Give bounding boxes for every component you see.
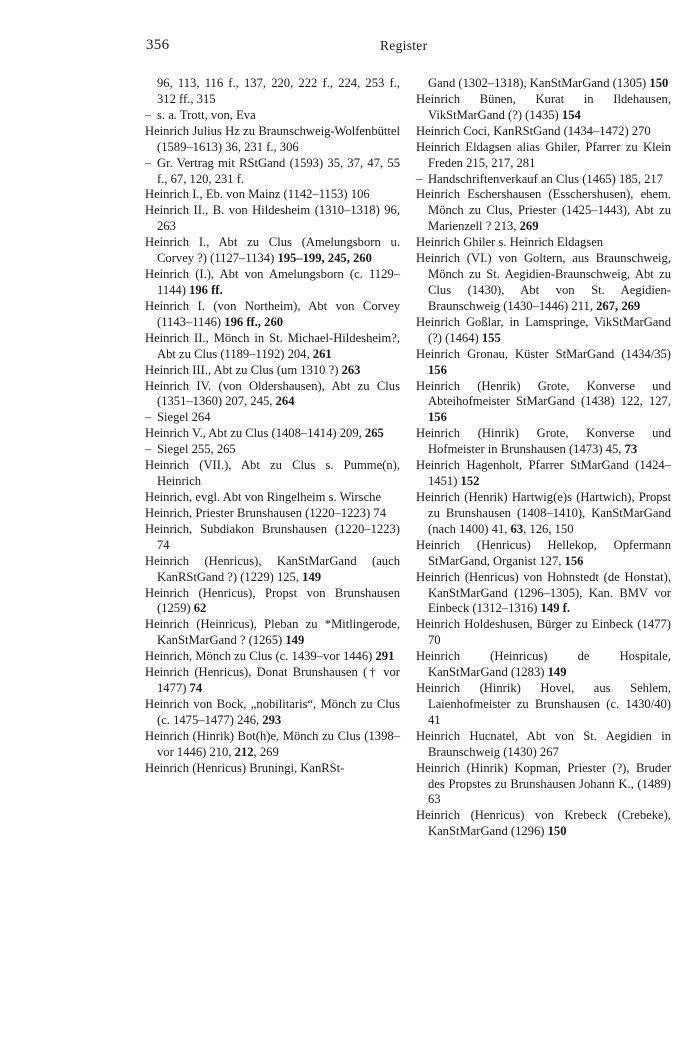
subentry-dash: –	[416, 171, 423, 186]
entry-text: Heinrich (Henricus) Hellekop, Opfermann StMarGand, Organist 127,	[416, 537, 671, 568]
index-entry	[416, 315, 671, 347]
entry-main-reference: 212	[234, 744, 254, 759]
entry-text: Gr. Vertrag mit RStGand (1593) 35, 37, 47, 55 f., 67, 120, 231 f.	[157, 155, 400, 186]
index-entry	[416, 187, 671, 235]
index-entry	[416, 76, 671, 92]
page-number: 356	[146, 37, 170, 53]
entry-text: Heinrich, Priester Brunshausen (1220–1223) 74	[145, 505, 386, 520]
entry-main-reference: 149	[285, 633, 305, 648]
entry-main-reference: 63	[510, 521, 524, 536]
entry-main-reference: 196 ff.	[189, 282, 223, 297]
index-entry	[416, 617, 671, 649]
entry-main-reference: 155	[481, 330, 501, 345]
index-entry	[145, 76, 400, 108]
index-entry	[145, 554, 400, 586]
entry-text: Heinrich Coci, KanRStGand (1434–1472) 270	[416, 123, 651, 138]
subentry-dash: –	[145, 410, 152, 425]
entry-text: Heinrich (VI.) von Goltern, aus Braunschweig, Mönch zu St. Aegidien-Braunschweig, Abt zu Clus (1430), Abt von St. Aegidien-Braunschweig (1430–1446) 211,	[416, 251, 671, 313]
entry-text: Heinrich (Henricus) Bruningi, KanRSt-	[145, 760, 345, 775]
entry-text: Heinrich III., Abt zu Clus (um 1310 ?)	[145, 362, 342, 377]
entry-text: Handschriftenverkauf an Clus (1465) 185, 217	[428, 171, 664, 186]
entry-main-reference: 156	[428, 362, 447, 377]
entry-text: Heinrich (Heinricus), Pleban zu *Mitlingerode, KanStMarGand ? (1265)	[145, 617, 400, 648]
entry-text: 96, 113, 116 f., 137, 220, 222 f., 224, 253 f., 312 ff., 315	[157, 76, 400, 106]
entry-text: Heinrich Gronau, Küster StMarGand (1434/35)	[416, 346, 671, 361]
index-entry	[145, 617, 400, 649]
entry-text: Heinrich Holdeshusen, Bürger zu Einbeck (1477) 70	[416, 617, 671, 648]
subentry-dash: –	[145, 107, 152, 122]
entry-text: Heinrich, evgl. Abt von Ringelheim s. Wirsche	[145, 489, 382, 504]
entry-text: s. a. Trott, von, Eva	[157, 107, 256, 122]
index-entry	[145, 363, 400, 379]
entry-main-reference: 156	[428, 410, 447, 425]
index-subentry	[416, 172, 671, 188]
index-entry	[416, 761, 671, 809]
entry-text: Heinrich Ghiler s. Heinrich Eldagsen	[416, 235, 604, 250]
entry-text: Siegel 264	[157, 410, 211, 425]
entry-text: Heinrich (Hinrik) Hovel, aus Sehlem, Laienhofmeister zu Brunshausen (c. 1430/40) 41	[416, 681, 671, 727]
entry-text: Heinrich, Subdiakon Brunshausen (1220–1223) 74	[145, 521, 400, 552]
entry-text: Heinrich (Hinrik) Kopman, Priester (?), Bruder des Propstes zu Brunshausen Johann K., (1489) 63	[416, 760, 671, 807]
index-entry	[145, 649, 400, 665]
entry-text: Heinrich (Heinricus) de Hospitale, KanStMarGand (1283)	[416, 649, 671, 680]
index-entry	[145, 506, 400, 522]
entry-text: Heinrich Hucnatel, Abt von St. Aegidien in Braunschweig (1430) 267	[416, 728, 671, 759]
index-subentry	[145, 442, 400, 458]
index-entry	[145, 761, 400, 777]
index-entry	[416, 379, 671, 427]
index-subentry	[145, 410, 400, 426]
index-entry	[416, 235, 671, 251]
entry-main-reference: 261	[312, 346, 332, 361]
index-entry	[145, 426, 400, 442]
entry-text: Heinrich von Bock, „nobilitaris“, Mönch zu Clus (c. 1475–1477) 246,	[145, 696, 400, 727]
subentry-dash: –	[145, 155, 152, 170]
entry-text: Heinrich (Henricus), Donat Brunshausen († vor 1477)	[145, 665, 400, 696]
entry-main-reference: 154	[561, 107, 581, 122]
entry-text: Heinrich Hagenholt, Pfarrer StMarGand (1424–1451)	[416, 458, 671, 489]
index-entry	[416, 649, 671, 681]
entry-text: Siegel 255, 265	[157, 442, 236, 457]
entry-main-reference: 149	[302, 569, 322, 584]
entry-text: Heinrich (Hinrik) Bot(h)e, Mönch zu Clus (1398–vor 1446) 210,	[145, 728, 400, 759]
index-entry	[416, 729, 671, 761]
entry-text: Heinrich Bünen, Kurat in Ildehausen, VikStMarGand (?) (1435)	[416, 91, 671, 122]
running-head: Register	[380, 38, 428, 53]
entry-text: Heinrich (VII.), Abt zu Clus s. Pumme(n), Heinrich	[145, 458, 400, 489]
index-column-left	[145, 76, 400, 777]
index-entry	[145, 299, 400, 331]
entry-text: Heinrich Eldagsen alias Ghiler, Pfarrer zu Klein Freden 215, 217, 281	[416, 139, 671, 170]
index-entry	[145, 522, 400, 554]
index-entry	[416, 458, 671, 490]
index-entry	[416, 538, 671, 570]
index-entry	[145, 379, 400, 411]
entry-text: Heinrich II., Mönch in St. Michael-Hildesheim?, Abt zu Clus (1189–1192) 204,	[145, 330, 400, 361]
entry-main-reference: 149	[547, 665, 567, 680]
entry-main-reference: 293	[262, 712, 282, 727]
index-entry	[416, 570, 671, 618]
entry-main-reference: 264	[275, 394, 295, 409]
entry-text: Heinrich II., B. von Hildesheim (1310–1318) 96, 263	[145, 203, 400, 234]
entry-text: Heinrich (Henricus) von Krebeck (Crebeke), KanStMarGand (1296)	[416, 808, 671, 839]
entry-text: Heinrich Julius Hz zu Braunschweig-Wolfenbüttel (1589–1613) 36, 231 f., 306	[145, 123, 400, 154]
index-entry	[145, 235, 400, 267]
entry-text: Heinrich I. (von Northeim), Abt von Corvey (1143–1146)	[145, 298, 400, 329]
entry-text: Heinrich Eschershausen (Esschershusen), ehem. Mönch zu Clus, Priester (1425–1443), Abt zu Marienzell ? 213,	[416, 187, 671, 234]
index-entry	[416, 490, 671, 538]
index-entry	[145, 187, 400, 203]
entry-main-reference: 73	[624, 442, 638, 457]
entry-main-reference: 196 ff., 260	[224, 314, 284, 329]
index-entry	[145, 665, 400, 697]
subentry-dash: –	[145, 442, 152, 457]
index-entry	[416, 681, 671, 729]
index-entry	[145, 490, 400, 506]
entry-text: Heinrich Goßlar, in Lamspringe, VikStMarGand (?) (1464)	[416, 314, 671, 345]
entry-text: Heinrich I., Eb. von Mainz (1142–1153) 106	[145, 187, 370, 202]
index-entry	[145, 729, 400, 761]
entry-text: Heinrich (Henricus), KanStMarGand (auch KanRStGand ?) (1229) 125,	[145, 553, 400, 584]
entry-text: Heinrich (Hinrik) Grote, Konverse und Hofmeister in Brunshausen (1473) 45,	[416, 426, 671, 457]
entry-main-reference: 150	[649, 76, 669, 90]
entry-main-reference: 156	[564, 553, 584, 568]
index-entry	[145, 124, 400, 156]
entry-text: Gand (1302–1318), KanStMarGand (1305)	[428, 76, 650, 90]
entry-main-reference: 267, 269	[596, 298, 641, 313]
index-column-right	[416, 76, 671, 840]
entry-text: Heinrich I., Abt zu Clus (Amelungsborn u. Corvey ?) (1127–1134)	[145, 235, 400, 266]
index-subentry	[145, 156, 400, 188]
index-subentry	[145, 108, 400, 124]
entry-tail: , 269	[253, 744, 279, 759]
index-entry	[416, 124, 671, 140]
index-entry	[145, 586, 400, 618]
entry-main-reference: 62	[193, 601, 207, 616]
index-entry	[416, 251, 671, 315]
index-entry	[145, 203, 400, 235]
entry-text: Heinrich, Mönch zu Clus (c. 1439–vor 1446)	[145, 649, 376, 664]
entry-text: Heinrich IV. (von Oldershausen), Abt zu Clus (1351–1360) 207, 245,	[145, 378, 400, 409]
index-entry	[416, 92, 671, 124]
entry-main-reference: 152	[460, 474, 480, 489]
entry-text: Heinrich (Henricus) von Hohnstedt (de Honstat), KanStMarGand (1296–1305), Kan. BMV vor Einbeck (1312–1316)	[416, 569, 671, 616]
index-entry	[145, 458, 400, 490]
entry-main-reference: 269	[519, 219, 539, 234]
index-entry	[416, 808, 671, 840]
entry-text: Heinrich (Henrik) Hartwig(e)s (Hartwich), Propst zu Brunshausen (1408–1410), KanStMarGand (nach 1400) 41,	[416, 489, 671, 536]
index-entry	[416, 347, 671, 379]
index-entry	[145, 331, 400, 363]
entry-text: Heinrich (Henricus), Propst von Brunshausen (1259)	[145, 585, 400, 616]
index-entry	[145, 267, 400, 299]
entry-main-reference: 263	[341, 362, 361, 377]
index-entry	[416, 140, 671, 172]
entry-main-reference: 195–199, 245, 260	[277, 251, 372, 266]
entry-main-reference: 150	[547, 824, 567, 839]
entry-text: Heinrich V., Abt zu Clus (1408–1414) 209,	[145, 426, 365, 441]
entry-main-reference: 291	[375, 649, 395, 664]
entry-main-reference: 265	[364, 426, 384, 441]
entry-tail: , 126, 150	[523, 521, 574, 536]
entry-main-reference: 74	[189, 681, 203, 696]
entry-text: Heinrich (Henrik) Grote, Konverse und Abteihofmeister StMarGand (1438) 122, 127,	[416, 378, 671, 409]
index-entry	[145, 697, 400, 729]
index-entry	[416, 426, 671, 458]
entry-text: Heinrich (I.), Abt von Amelungsborn (c. 1129–1144)	[145, 267, 400, 297]
entry-main-reference: 149 f.	[540, 601, 571, 616]
